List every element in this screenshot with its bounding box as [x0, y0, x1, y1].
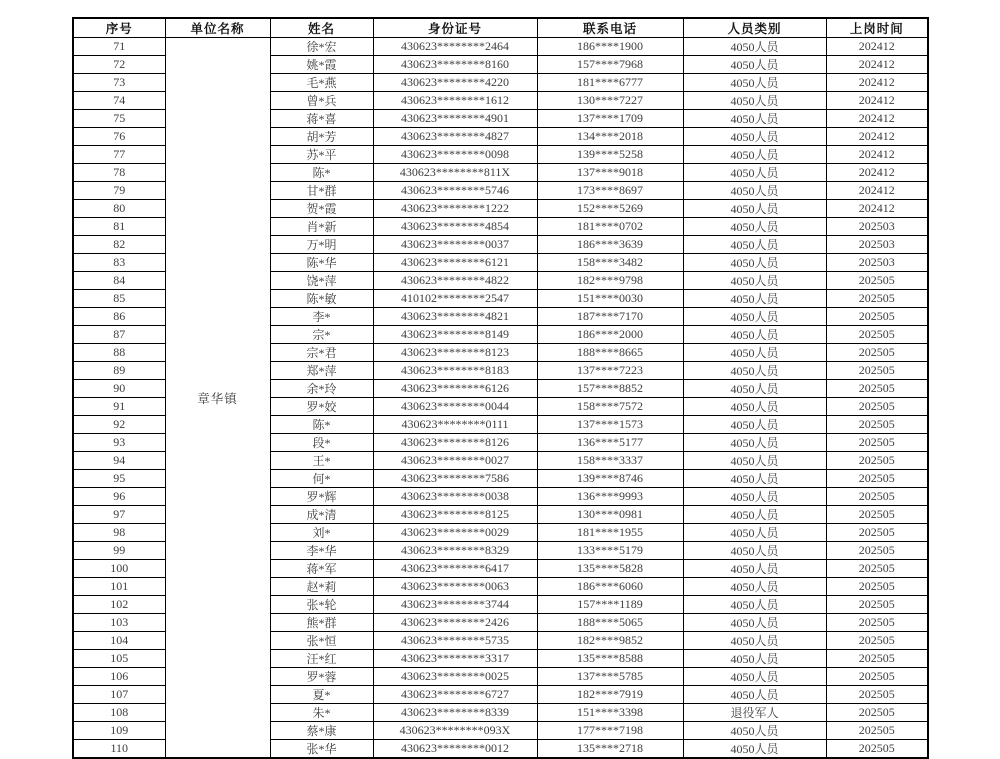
cell-serial: 89 — [73, 362, 165, 380]
cell-category: 4050人员 — [683, 362, 826, 380]
cell-name: 蒋*喜 — [270, 110, 373, 128]
cell-category: 4050人员 — [683, 308, 826, 326]
cell-phone: 186****6060 — [537, 578, 683, 596]
cell-start-time: 202505 — [826, 488, 928, 506]
cell-id-number: 430623********3744 — [373, 596, 537, 614]
cell-id-number: 430623********811X — [373, 164, 537, 182]
cell-category: 4050人员 — [683, 722, 826, 740]
cell-phone: 151****3398 — [537, 704, 683, 722]
cell-serial: 95 — [73, 470, 165, 488]
cell-phone: 130****0981 — [537, 506, 683, 524]
cell-name: 张*轮 — [270, 596, 373, 614]
col-header-id-number: 身份证号 — [373, 18, 537, 38]
col-header-unit: 单位名称 — [165, 18, 270, 38]
cell-start-time: 202412 — [826, 92, 928, 110]
cell-name: 甘*群 — [270, 182, 373, 200]
cell-phone: 181****6777 — [537, 74, 683, 92]
cell-name: 王* — [270, 452, 373, 470]
cell-category: 4050人员 — [683, 146, 826, 164]
cell-phone: 137****1573 — [537, 416, 683, 434]
cell-id-number: 430623********8329 — [373, 542, 537, 560]
cell-serial: 81 — [73, 218, 165, 236]
cell-category: 4050人员 — [683, 200, 826, 218]
cell-name: 姚*霞 — [270, 56, 373, 74]
cell-id-number: 430623********4220 — [373, 74, 537, 92]
cell-id-number: 430623********8160 — [373, 56, 537, 74]
cell-name: 贺*霞 — [270, 200, 373, 218]
cell-id-number: 430623********0027 — [373, 452, 537, 470]
cell-start-time: 202505 — [826, 290, 928, 308]
cell-start-time: 202503 — [826, 236, 928, 254]
cell-category: 4050人员 — [683, 38, 826, 56]
cell-serial: 94 — [73, 452, 165, 470]
cell-serial: 79 — [73, 182, 165, 200]
cell-id-number: 430623********0098 — [373, 146, 537, 164]
cell-start-time: 202505 — [826, 524, 928, 542]
cell-phone: 188****5065 — [537, 614, 683, 632]
cell-serial: 100 — [73, 560, 165, 578]
cell-category: 4050人员 — [683, 434, 826, 452]
cell-name: 熊*群 — [270, 614, 373, 632]
cell-phone: 182****9798 — [537, 272, 683, 290]
cell-id-number: 430623********1222 — [373, 200, 537, 218]
cell-start-time: 202505 — [826, 668, 928, 686]
cell-start-time: 202503 — [826, 218, 928, 236]
cell-id-number: 430623********3317 — [373, 650, 537, 668]
cell-start-time: 202505 — [826, 380, 928, 398]
cell-start-time: 202412 — [826, 38, 928, 56]
cell-name: 饶*萍 — [270, 272, 373, 290]
cell-serial: 110 — [73, 740, 165, 759]
cell-id-number: 430623********093X — [373, 722, 537, 740]
cell-phone: 188****8665 — [537, 344, 683, 362]
cell-start-time: 202505 — [826, 650, 928, 668]
cell-name: 万*明 — [270, 236, 373, 254]
cell-phone: 137****1709 — [537, 110, 683, 128]
cell-category: 4050人员 — [683, 380, 826, 398]
cell-category: 4050人员 — [683, 506, 826, 524]
cell-id-number: 430623********4901 — [373, 110, 537, 128]
cell-name: 肖*新 — [270, 218, 373, 236]
cell-id-number: 430623********8125 — [373, 506, 537, 524]
cell-start-time: 202412 — [826, 200, 928, 218]
cell-phone: 135****2718 — [537, 740, 683, 759]
cell-phone: 151****0030 — [537, 290, 683, 308]
cell-start-time: 202412 — [826, 74, 928, 92]
cell-category: 4050人员 — [683, 218, 826, 236]
cell-category: 4050人员 — [683, 254, 826, 272]
cell-serial: 106 — [73, 668, 165, 686]
cell-start-time: 202505 — [826, 452, 928, 470]
cell-serial: 85 — [73, 290, 165, 308]
cell-id-number: 430623********1612 — [373, 92, 537, 110]
cell-phone: 133****5179 — [537, 542, 683, 560]
cell-phone: 158****3337 — [537, 452, 683, 470]
cell-serial: 86 — [73, 308, 165, 326]
cell-serial: 97 — [73, 506, 165, 524]
cell-name: 宗* — [270, 326, 373, 344]
cell-id-number: 430623********8149 — [373, 326, 537, 344]
cell-phone: 157****7968 — [537, 56, 683, 74]
cell-serial: 96 — [73, 488, 165, 506]
cell-phone: 136****9993 — [537, 488, 683, 506]
cell-start-time: 202505 — [826, 344, 928, 362]
cell-id-number: 430623********8126 — [373, 434, 537, 452]
cell-name: 蒋*军 — [270, 560, 373, 578]
cell-name: 陈*敏 — [270, 290, 373, 308]
cell-serial: 91 — [73, 398, 165, 416]
cell-start-time: 202505 — [826, 614, 928, 632]
cell-id-number: 430623********6727 — [373, 686, 537, 704]
cell-id-number: 430623********4822 — [373, 272, 537, 290]
cell-category: 4050人员 — [683, 128, 826, 146]
cell-serial: 107 — [73, 686, 165, 704]
cell-start-time: 202412 — [826, 182, 928, 200]
cell-name: 刘* — [270, 524, 373, 542]
cell-start-time: 202505 — [826, 272, 928, 290]
cell-id-number: 430623********0038 — [373, 488, 537, 506]
cell-id-number: 430623********4827 — [373, 128, 537, 146]
cell-id-number: 430623********8183 — [373, 362, 537, 380]
cell-category: 4050人员 — [683, 614, 826, 632]
cell-phone: 134****2018 — [537, 128, 683, 146]
cell-category: 4050人员 — [683, 236, 826, 254]
cell-start-time: 202505 — [826, 308, 928, 326]
cell-category: 4050人员 — [683, 470, 826, 488]
cell-start-time: 202505 — [826, 434, 928, 452]
cell-start-time: 202505 — [826, 470, 928, 488]
cell-serial: 93 — [73, 434, 165, 452]
cell-category: 4050人员 — [683, 632, 826, 650]
cell-name: 段* — [270, 434, 373, 452]
cell-start-time: 202505 — [826, 362, 928, 380]
cell-id-number: 430623********7586 — [373, 470, 537, 488]
cell-start-time: 202505 — [826, 596, 928, 614]
cell-id-number: 430623********4854 — [373, 218, 537, 236]
cell-serial: 80 — [73, 200, 165, 218]
cell-start-time: 202503 — [826, 254, 928, 272]
cell-category: 4050人员 — [683, 416, 826, 434]
cell-start-time: 202505 — [826, 542, 928, 560]
cell-id-number: 430623********0044 — [373, 398, 537, 416]
cell-category: 4050人员 — [683, 542, 826, 560]
cell-id-number: 430623********5735 — [373, 632, 537, 650]
cell-name: 苏*平 — [270, 146, 373, 164]
cell-name: 蔡*康 — [270, 722, 373, 740]
cell-phone: 181****0702 — [537, 218, 683, 236]
cell-name: 何* — [270, 470, 373, 488]
cell-start-time: 202412 — [826, 110, 928, 128]
cell-name: 李*华 — [270, 542, 373, 560]
cell-name: 张*华 — [270, 740, 373, 759]
cell-start-time: 202412 — [826, 164, 928, 182]
cell-id-number: 430623********6126 — [373, 380, 537, 398]
cell-start-time: 202505 — [826, 578, 928, 596]
cell-start-time: 202505 — [826, 560, 928, 578]
cell-name: 罗*蓉 — [270, 668, 373, 686]
cell-category: 4050人员 — [683, 668, 826, 686]
cell-id-number: 430623********0025 — [373, 668, 537, 686]
cell-phone: 136****5177 — [537, 434, 683, 452]
cell-name: 曾*兵 — [270, 92, 373, 110]
cell-id-number: 430623********8123 — [373, 344, 537, 362]
cell-start-time: 202505 — [826, 506, 928, 524]
cell-serial: 104 — [73, 632, 165, 650]
cell-start-time: 202505 — [826, 686, 928, 704]
cell-start-time: 202412 — [826, 56, 928, 74]
cell-phone: 182****7919 — [537, 686, 683, 704]
cell-phone: 186****1900 — [537, 38, 683, 56]
unit-name-cell: 章华镇 — [165, 38, 270, 759]
cell-serial: 103 — [73, 614, 165, 632]
table-row — [73, 38, 928, 56]
cell-serial: 90 — [73, 380, 165, 398]
cell-category: 4050人员 — [683, 326, 826, 344]
cell-serial: 99 — [73, 542, 165, 560]
cell-name: 罗*姣 — [270, 398, 373, 416]
cell-name: 朱* — [270, 704, 373, 722]
col-header-name: 姓名 — [270, 18, 373, 38]
cell-serial: 73 — [73, 74, 165, 92]
cell-serial: 92 — [73, 416, 165, 434]
cell-name: 毛*燕 — [270, 74, 373, 92]
cell-category: 退役军人 — [683, 704, 826, 722]
cell-serial: 82 — [73, 236, 165, 254]
cell-category: 4050人员 — [683, 92, 826, 110]
cell-category: 4050人员 — [683, 182, 826, 200]
cell-id-number: 430623********6417 — [373, 560, 537, 578]
cell-name: 陈* — [270, 164, 373, 182]
header-row — [73, 18, 928, 38]
cell-category: 4050人员 — [683, 578, 826, 596]
cell-id-number: 430623********5746 — [373, 182, 537, 200]
cell-phone: 152****5269 — [537, 200, 683, 218]
cell-serial: 83 — [73, 254, 165, 272]
cell-category: 4050人员 — [683, 74, 826, 92]
cell-id-number: 430623********2464 — [373, 38, 537, 56]
cell-start-time: 202412 — [826, 128, 928, 146]
cell-category: 4050人员 — [683, 740, 826, 759]
cell-start-time: 202505 — [826, 398, 928, 416]
cell-phone: 158****3482 — [537, 254, 683, 272]
cell-serial: 109 — [73, 722, 165, 740]
cell-id-number: 430623********2426 — [373, 614, 537, 632]
cell-id-number: 430623********0111 — [373, 416, 537, 434]
cell-id-number: 430623********0063 — [373, 578, 537, 596]
cell-name: 余*玲 — [270, 380, 373, 398]
cell-serial: 88 — [73, 344, 165, 362]
cell-category: 4050人员 — [683, 596, 826, 614]
cell-phone: 137****5785 — [537, 668, 683, 686]
cell-serial: 101 — [73, 578, 165, 596]
cell-start-time: 202505 — [826, 632, 928, 650]
cell-serial: 87 — [73, 326, 165, 344]
table-body — [73, 38, 928, 759]
cell-id-number: 430623********6121 — [373, 254, 537, 272]
cell-phone: 130****7227 — [537, 92, 683, 110]
cell-phone: 182****9852 — [537, 632, 683, 650]
cell-name: 赵*莉 — [270, 578, 373, 596]
cell-category: 4050人员 — [683, 560, 826, 578]
cell-id-number: 430623********8339 — [373, 704, 537, 722]
cell-phone: 135****8588 — [537, 650, 683, 668]
cell-category: 4050人员 — [683, 272, 826, 290]
cell-category: 4050人员 — [683, 290, 826, 308]
cell-category: 4050人员 — [683, 164, 826, 182]
cell-name: 汪*红 — [270, 650, 373, 668]
cell-name: 李* — [270, 308, 373, 326]
cell-name: 郑*萍 — [270, 362, 373, 380]
cell-phone: 139****8746 — [537, 470, 683, 488]
col-header-serial: 序号 — [73, 18, 165, 38]
cell-phone: 137****9018 — [537, 164, 683, 182]
cell-name: 陈*华 — [270, 254, 373, 272]
col-header-start-time: 上岗时间 — [826, 18, 928, 38]
cell-name: 罗*辉 — [270, 488, 373, 506]
cell-id-number: 430623********4821 — [373, 308, 537, 326]
col-header-category: 人员类别 — [683, 18, 826, 38]
cell-start-time: 202505 — [826, 722, 928, 740]
cell-start-time: 202505 — [826, 326, 928, 344]
cell-serial: 71 — [73, 38, 165, 56]
cell-start-time: 202505 — [826, 740, 928, 759]
cell-serial: 74 — [73, 92, 165, 110]
cell-phone: 181****1955 — [537, 524, 683, 542]
cell-category: 4050人员 — [683, 344, 826, 362]
cell-start-time: 202412 — [826, 146, 928, 164]
cell-serial: 76 — [73, 128, 165, 146]
cell-id-number: 430623********0037 — [373, 236, 537, 254]
cell-serial: 84 — [73, 272, 165, 290]
cell-phone: 157****1189 — [537, 596, 683, 614]
cell-phone: 187****7170 — [537, 308, 683, 326]
cell-phone: 139****5258 — [537, 146, 683, 164]
cell-phone: 186****2000 — [537, 326, 683, 344]
personnel-roster-table — [72, 17, 929, 759]
cell-category: 4050人员 — [683, 488, 826, 506]
cell-category: 4050人员 — [683, 452, 826, 470]
cell-start-time: 202505 — [826, 704, 928, 722]
cell-name: 陈* — [270, 416, 373, 434]
cell-name: 成*清 — [270, 506, 373, 524]
cell-serial: 72 — [73, 56, 165, 74]
cell-phone: 158****7572 — [537, 398, 683, 416]
cell-id-number: 430623********0012 — [373, 740, 537, 759]
cell-phone: 177****7198 — [537, 722, 683, 740]
cell-serial: 105 — [73, 650, 165, 668]
cell-category: 4050人员 — [683, 686, 826, 704]
cell-phone: 173****8697 — [537, 182, 683, 200]
cell-category: 4050人员 — [683, 110, 826, 128]
cell-start-time: 202505 — [826, 416, 928, 434]
cell-serial: 98 — [73, 524, 165, 542]
cell-name: 胡*芳 — [270, 128, 373, 146]
cell-category: 4050人员 — [683, 56, 826, 74]
cell-serial: 108 — [73, 704, 165, 722]
cell-serial: 78 — [73, 164, 165, 182]
cell-serial: 75 — [73, 110, 165, 128]
cell-name: 夏* — [270, 686, 373, 704]
cell-category: 4050人员 — [683, 524, 826, 542]
cell-category: 4050人员 — [683, 650, 826, 668]
table-header — [73, 18, 928, 38]
cell-phone: 135****5828 — [537, 560, 683, 578]
cell-phone: 157****8852 — [537, 380, 683, 398]
cell-serial: 102 — [73, 596, 165, 614]
cell-id-number: 430623********0029 — [373, 524, 537, 542]
cell-category: 4050人员 — [683, 398, 826, 416]
cell-name: 宗*君 — [270, 344, 373, 362]
cell-phone: 137****7223 — [537, 362, 683, 380]
cell-name: 张*恒 — [270, 632, 373, 650]
col-header-phone: 联系电话 — [537, 18, 683, 38]
cell-serial: 77 — [73, 146, 165, 164]
cell-name: 徐*宏 — [270, 38, 373, 56]
cell-id-number: 410102********2547 — [373, 290, 537, 308]
cell-phone: 186****3639 — [537, 236, 683, 254]
